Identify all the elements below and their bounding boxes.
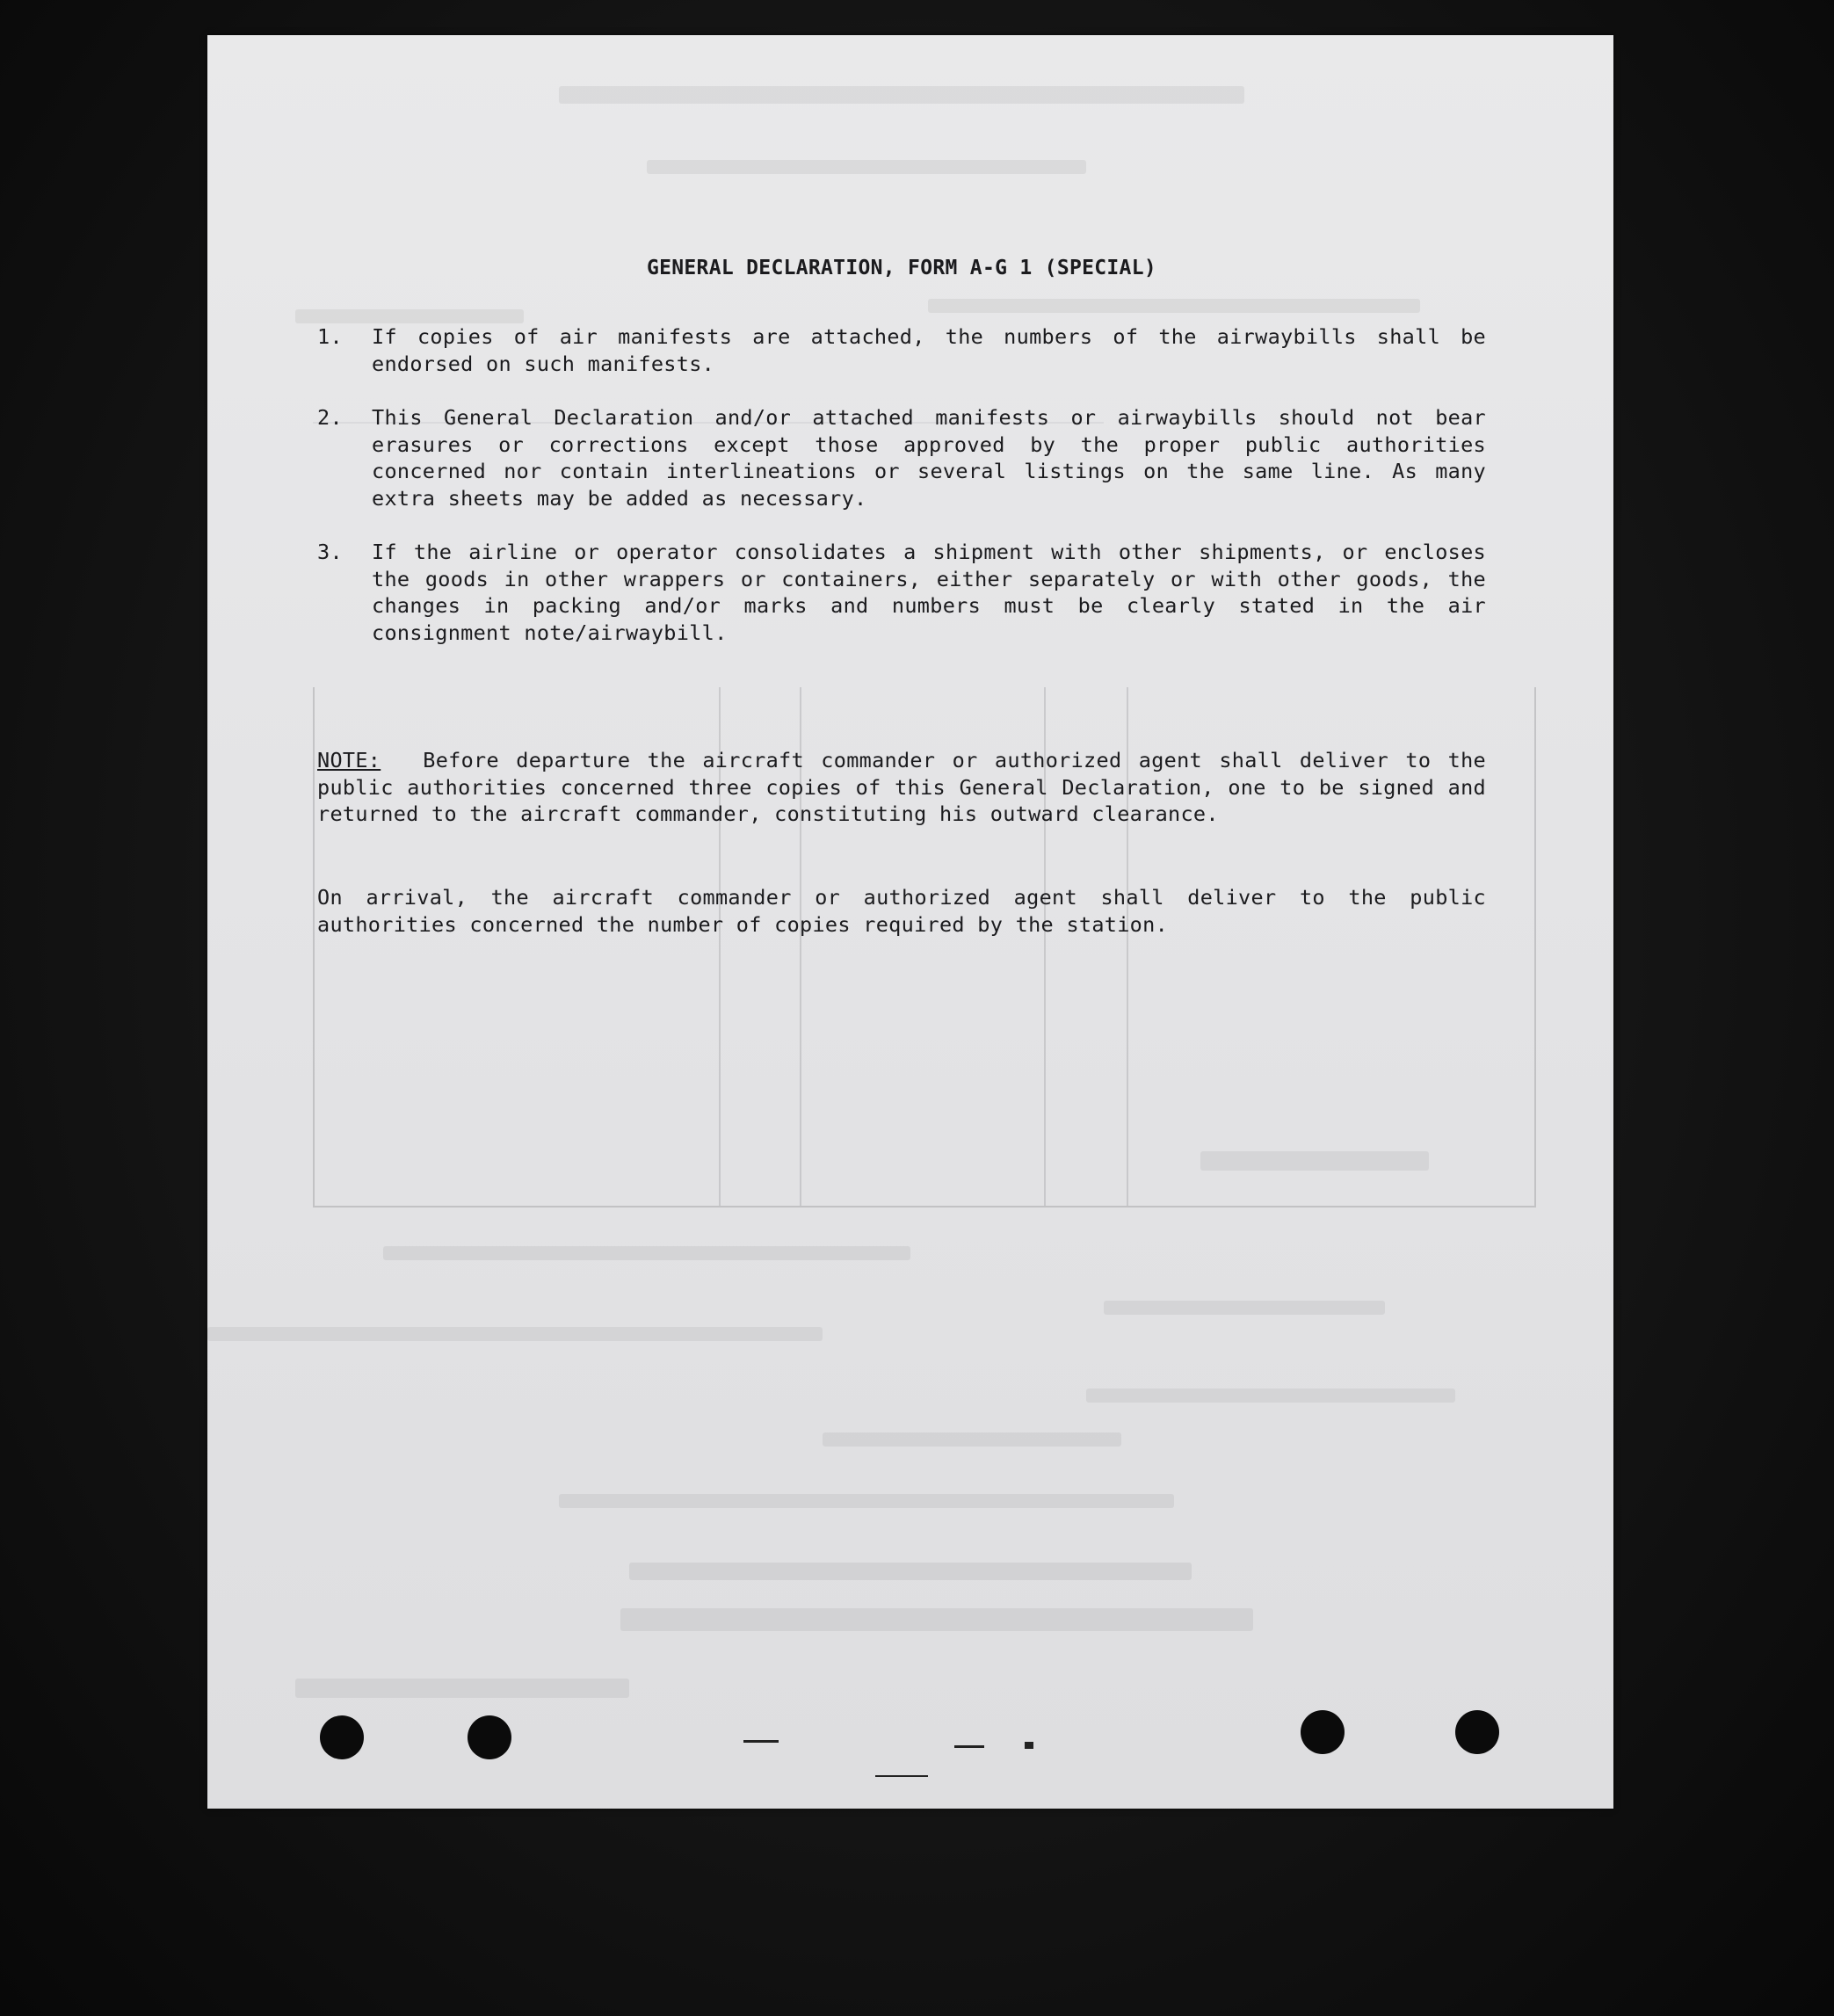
scan-speck <box>1025 1742 1033 1749</box>
item-text: This General Declaration and/or attached manifests or airwaybills should not bear erasures or corrections except those approved by the proper public authorities concerned nor contain interlineations or several listings on the same line. As many extra sheets may be added as necessary. <box>372 405 1486 511</box>
document-title: GENERAL DECLARATION, FORM A-G 1 (SPECIAL) <box>646 257 1157 279</box>
list-item <box>317 404 1486 511</box>
list-item <box>317 539 1486 646</box>
punch-hole <box>468 1715 511 1759</box>
item-text: If the airline or operator consolidates a shipment with other shipments, or encloses the goods in other wrappers or containers, either separately or with other goods, the changes in packing and/or marks and numbers must be clearly stated in the air consignment note/airwaybill. <box>372 540 1486 645</box>
scan-speck <box>743 1740 779 1743</box>
note-text: Before departure the aircraft commander or authorized agent shall deliver to the public authorities concerned three copies of this General Declaration, one to be signed and returned to the aircraft commander, constituting his outward clearance. <box>317 748 1486 826</box>
punch-hole <box>320 1715 364 1759</box>
scan-speck <box>954 1745 984 1748</box>
scan-speck <box>875 1775 928 1777</box>
punch-hole <box>1301 1710 1345 1754</box>
item-number: 2. <box>317 405 343 430</box>
punch-hole <box>1455 1710 1499 1754</box>
item-number: 1. <box>317 324 343 349</box>
document-page <box>207 35 1613 1809</box>
note-paragraph <box>317 747 1486 828</box>
list-item <box>317 323 1486 377</box>
item-number: 3. <box>317 540 343 564</box>
arrival-paragraph: On arrival, the aircraft commander or authorized agent shall deliver to the public authorities concerned the number of copies required by the station. <box>317 885 1486 937</box>
item-text: If copies of air manifests are attached, the numbers of the airwaybills shall be endorsed on such manifests. <box>372 324 1486 376</box>
instruction-list <box>317 323 1486 673</box>
note-label: NOTE: <box>317 748 381 772</box>
